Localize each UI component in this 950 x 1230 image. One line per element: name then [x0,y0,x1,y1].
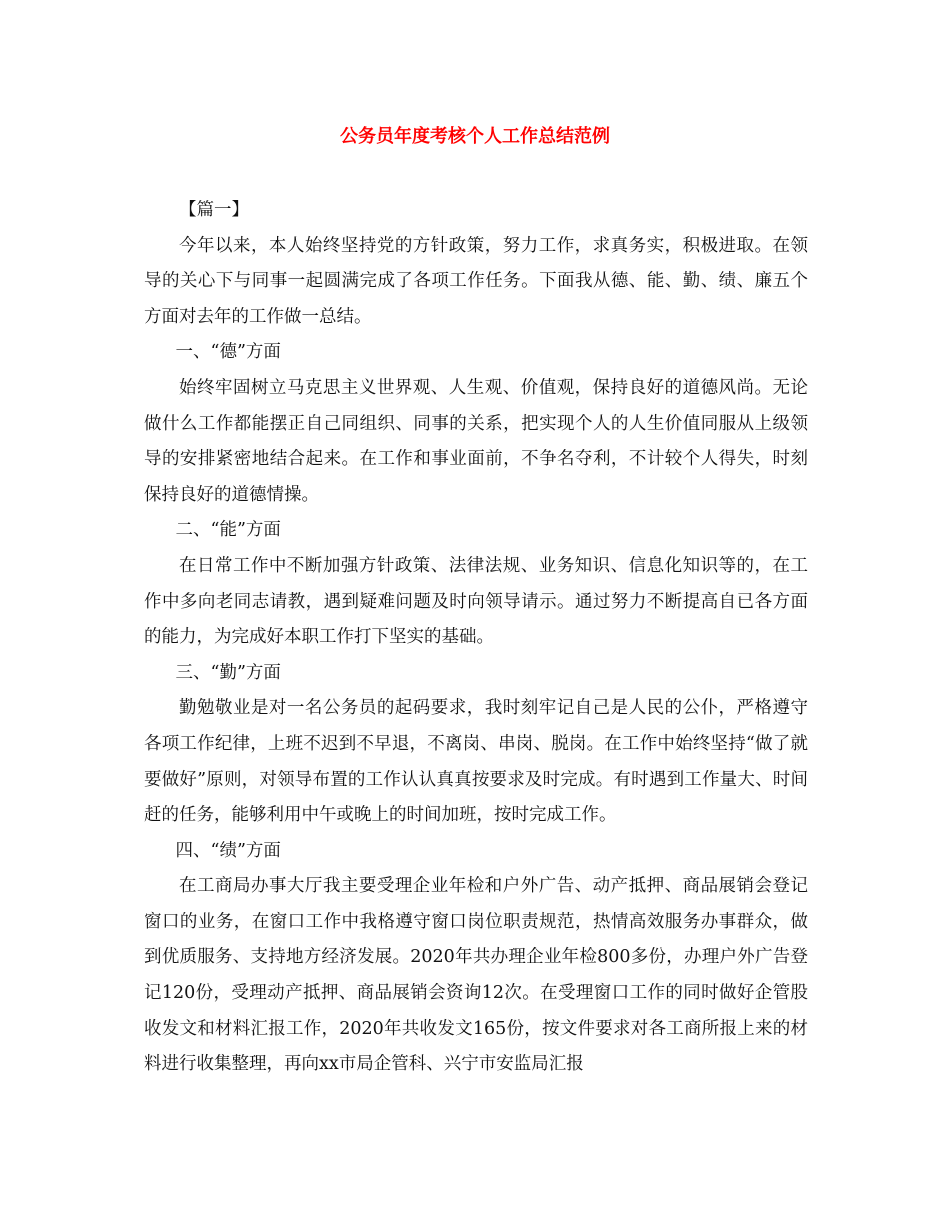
document-title: 公务员年度考核个人工作总结范例 [340,126,610,147]
body-paragraph-ji: 在工商局办事大厅我主要受理企业年检和户外广告、动产抵押、商品展销会登记窗口的业务，在窗口工作中我格遵守窗口岗位职责规范，热情高效服务办事群众，做到优质服务、支持地方经济发展。2020年共办理企业年检800多份，办理户外广告登记120份，受理动产抵押、商品展销会资询12次。在受理窗口工作的同时做好企管股收发文和材料汇报工作，2020年共收发文165份，按文件要求对各工商所报上来的材料进行收集整理，再向xx市局企管科、兴宁市安监局汇报 [144,876,808,1075]
body-paragraph-de: 始终牢固树立马克思主义世界观、人生观、价值观，保持良好的道德风尚。无论做什么工作都能摆正自己同组织、同事的关系，把实现个人的人生价值同服从上级领导的安排紧密地结合起来。在工作和事业面前，不争名夺利，不计较个人得失，时刻保持良好的道德情操。 [144,377,808,505]
section-heading-de: 一、“德”方面 [175,342,281,363]
body-paragraph-qin: 勤勉敬业是对一名公务员的起码要求，我时刻牢记自己是人民的公仆，严格遵守各项工作纪律，上班不迟到不早退，不离岗、串岗、脱岗。在工作中始终坚持“做了就要做好”原则，对领导布置的工作认认真真按要求及时完成。有时遇到工作量大、时间赶的任务，能够利用中午或晚上的时间加班，按时完成工作。 [144,698,808,826]
body-paragraph-intro: 今年以来，本人始终坚持党的方针政策，努力工作，求真务实，积极进取。在领导的关心下与同事一起圆满完成了各项工作任务。下面我从德、能、勤、绩、廉五个方面对去年的工作做一总结。 [144,235,808,327]
document-body [144,193,808,1083]
section-heading-neng: 二、“能”方面 [175,520,281,541]
body-paragraph-neng: 在日常工作中不断加强方针政策、法律法规、业务知识、信息化知识等的，在工作中多向老同志请教，遇到疑难问题及时向领导请示。通过努力不断提高自已各方面的能力，为完成好本职工作打下坚实的基础。 [144,555,808,648]
section-heading-ji: 四、“绩”方面 [175,840,281,861]
section-heading-qin: 三、“勤”方面 [175,662,281,683]
section-label-pian-yi: 【篇一】 [179,200,249,220]
